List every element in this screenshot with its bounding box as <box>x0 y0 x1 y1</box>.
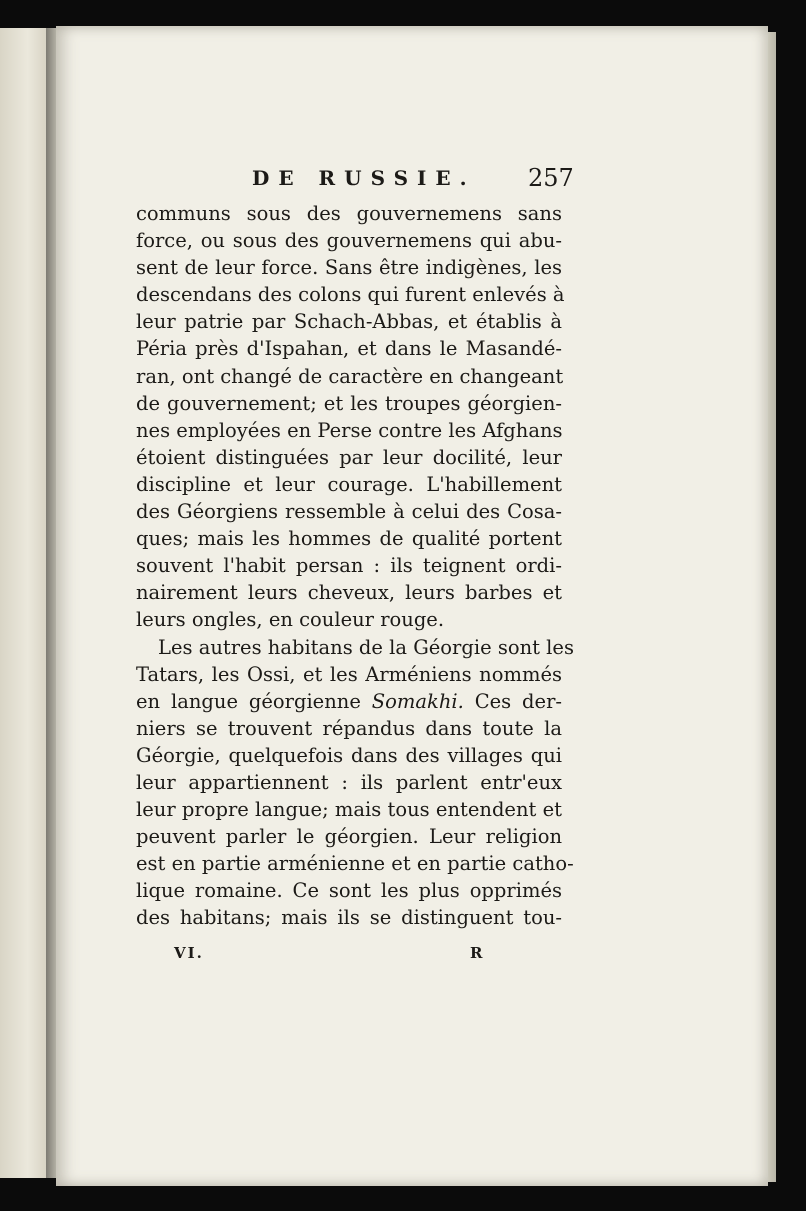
running-title: DE RUSSIE. <box>252 166 476 190</box>
text-line: nes employées en Perse contre les Afghans <box>136 418 563 442</box>
text-line: leur patrie par Schach-Abbas, et établis à <box>136 310 562 334</box>
text-line: de gouvernement; et les troupes géorgien- <box>136 391 562 415</box>
text-line: des habitans; mais ils se distinguent tou- <box>136 906 562 930</box>
text-line: des Géorgiens ressemble à celui des Cosa- <box>136 500 562 524</box>
text-line: étoient distinguées par leur docilité, leur <box>136 445 562 469</box>
text-line: leurs ongles, en couleur rouge. <box>136 608 445 632</box>
facing-page-edge <box>0 28 47 1178</box>
running-head <box>56 166 768 196</box>
page-number: 257 <box>528 164 574 192</box>
book-page <box>56 26 768 1186</box>
text-line: lique romaine. Ce sont les plus opprimés <box>136 879 562 903</box>
text-line: leur appartiennent : ils parlent entr'eux <box>136 770 562 794</box>
text-line: Géorgie, quelquefois dans des villages qui <box>136 743 562 767</box>
text-line: nairement leurs cheveux, leurs barbes et <box>136 581 562 605</box>
page-footer <box>56 944 768 968</box>
volume-signature: VI. <box>174 944 204 962</box>
text-fragment: en langue géorgienne <box>136 689 361 713</box>
text-line: communs sous des gouvernemens sans <box>136 202 562 225</box>
text-line: force, ou sous des gouvernemens qui abu- <box>136 229 562 253</box>
text-line: peuvent parler le géorgien. Leur religion <box>136 825 562 849</box>
text-line-with-italic <box>136 688 562 715</box>
gathering-signature: R <box>470 944 483 962</box>
text-line: discipline et leur courage. L'habillement <box>136 472 562 496</box>
text-line: descendans des colons qui furent enlevés à <box>136 283 565 307</box>
text-line: souvent l'habit persan : ils teignent ordi- <box>136 554 562 578</box>
text-line: Péria près d'Ispahan, et dans le Masandé- <box>136 337 562 361</box>
text-fragment: Ces der- <box>474 689 562 713</box>
text-line: sent de leur force. Sans être indigènes, les <box>136 256 562 280</box>
italic-term: Somakhi. <box>371 689 464 713</box>
body-text <box>136 200 574 932</box>
text-line: est en partie arménienne et en partie catho- <box>136 852 574 876</box>
text-line: ques; mais les hommes de qualité portent <box>136 527 562 551</box>
text-line: ran, ont changé de caractère en changeant <box>136 364 564 388</box>
text-line: leur propre langue; mais tous entendent et <box>136 798 562 822</box>
text-line: Les autres habitans de la Géorgie sont les <box>158 635 574 659</box>
text-line: Tatars, les Ossi, et les Arméniens nommés <box>136 662 562 686</box>
text-line: niers se trouvent répandus dans toute la <box>136 716 562 740</box>
